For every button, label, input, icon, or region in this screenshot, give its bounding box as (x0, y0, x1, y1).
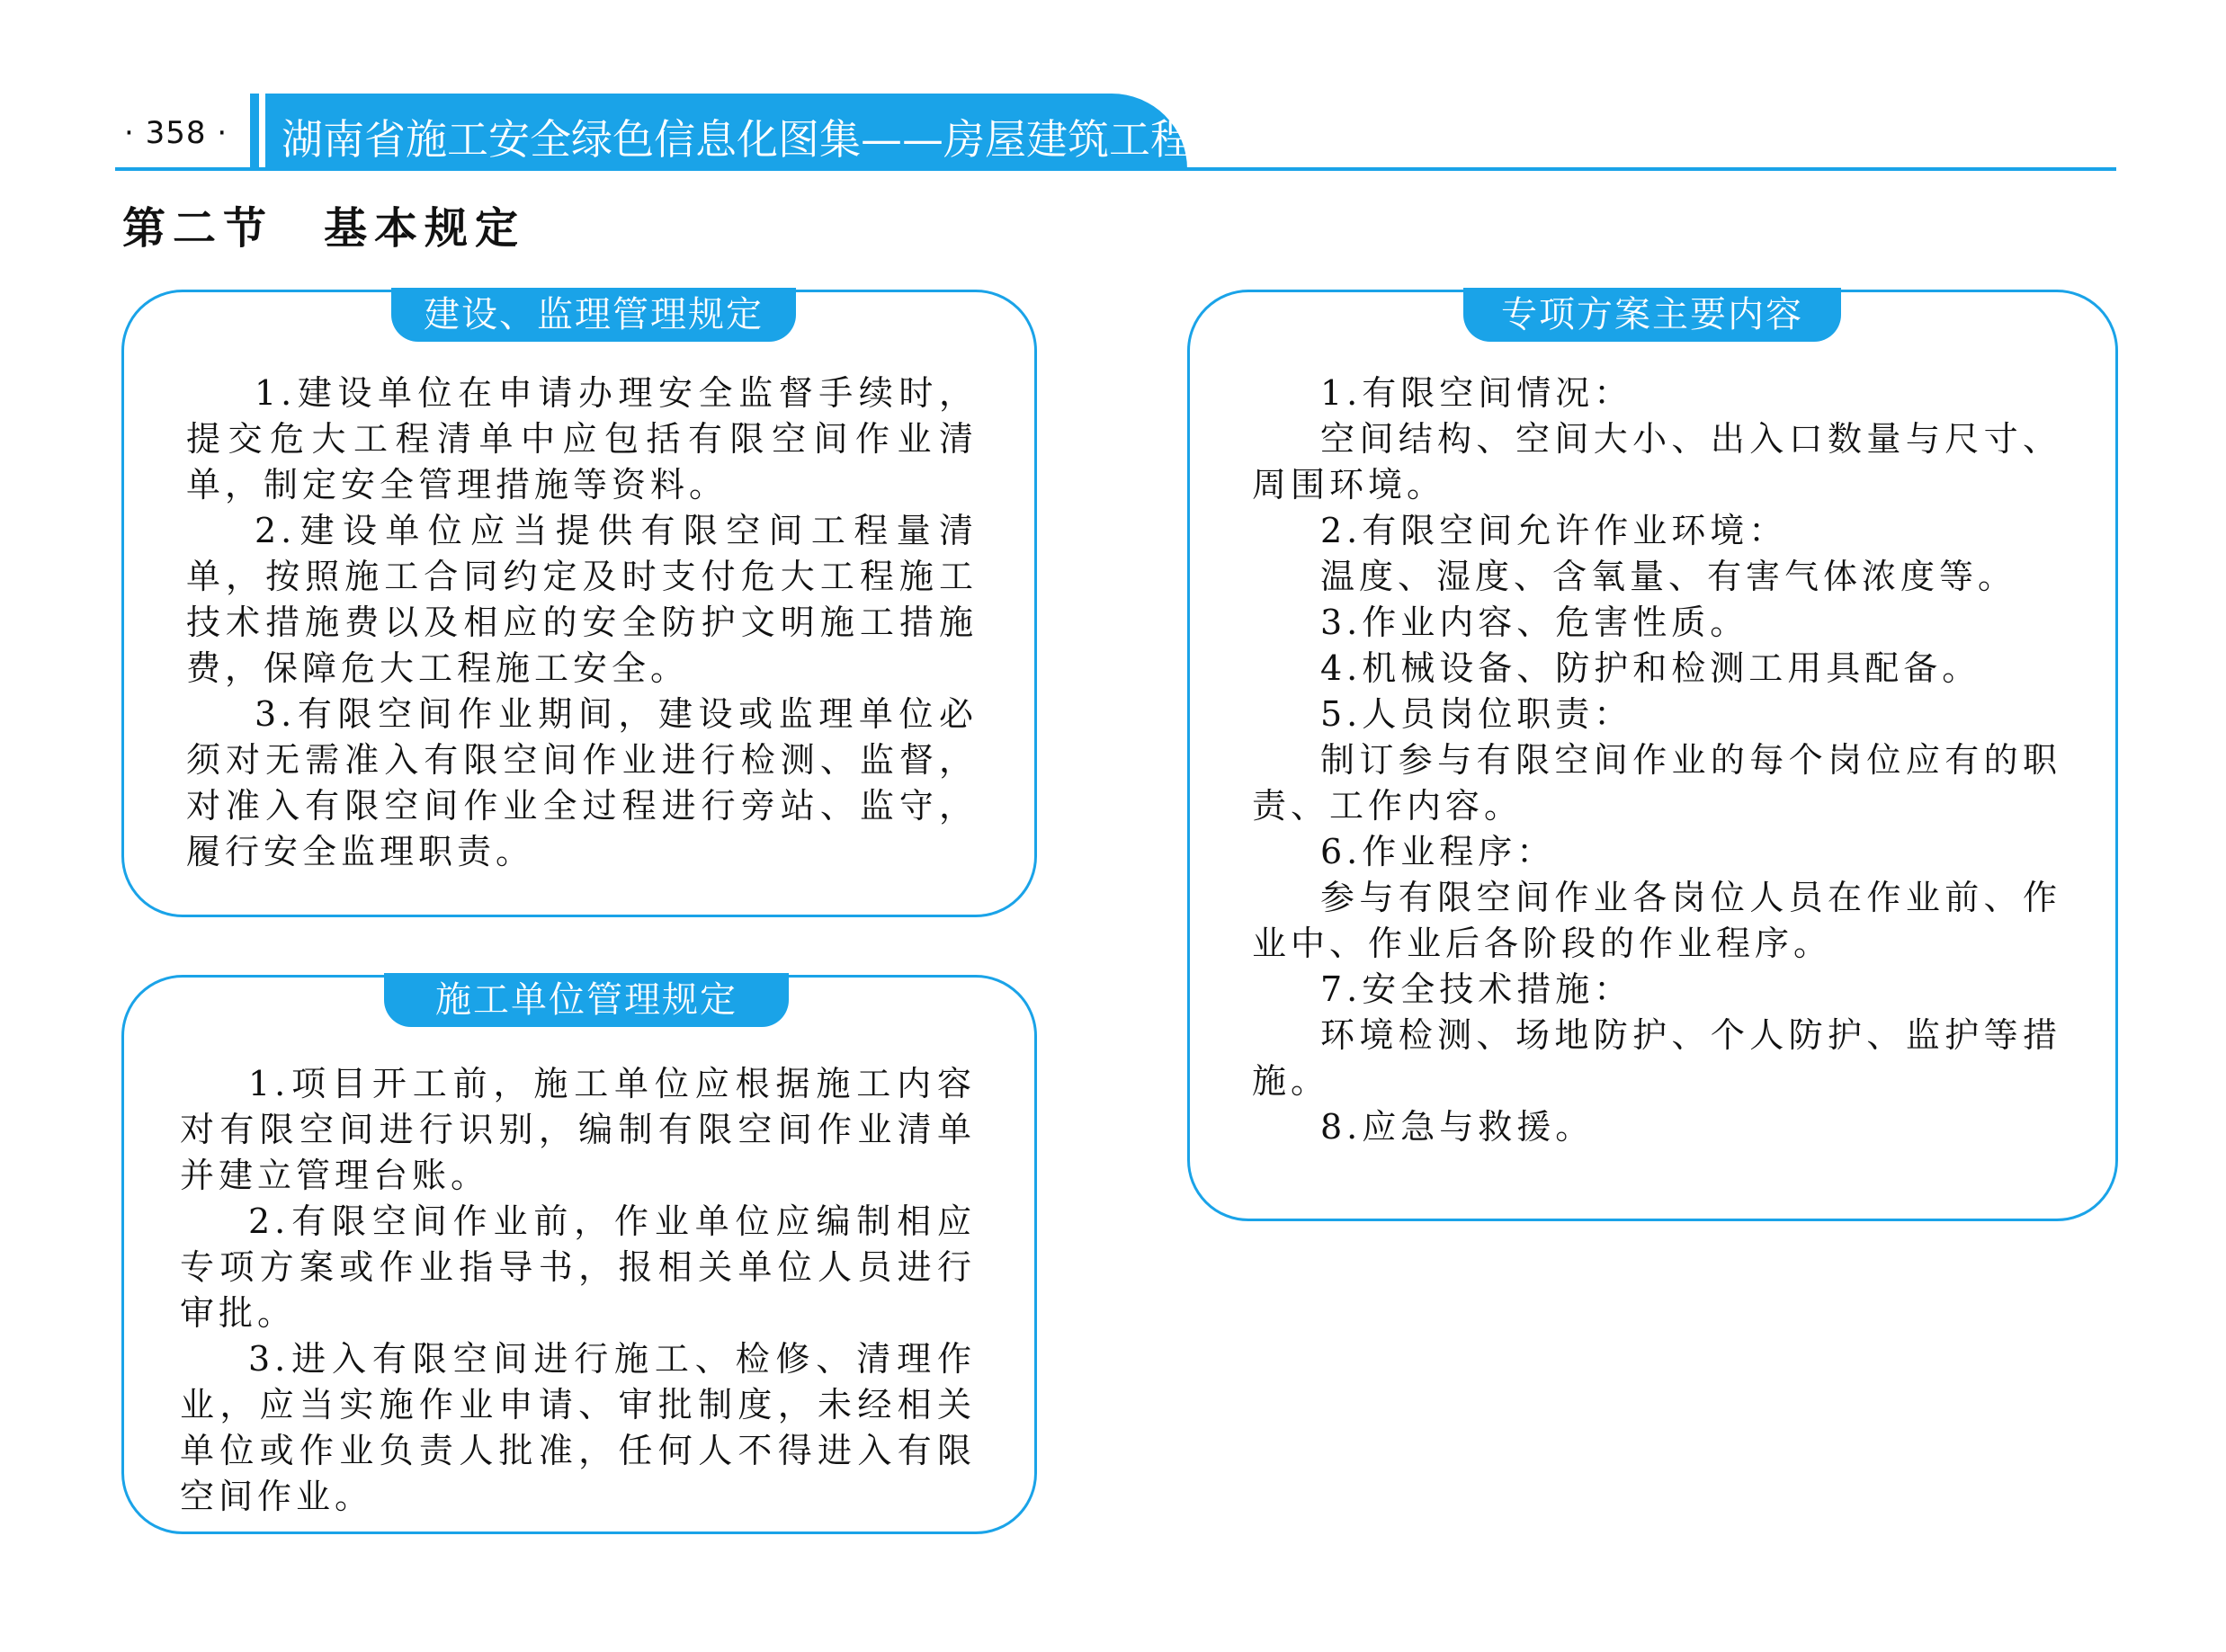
list-item-heading: 7.安全技术措施： (1320, 969, 1633, 1009)
list-item: 3.进入有限空间进行施工、检修、清理作业，应当实施作业申请、审批制度，未经相关单位或作业负责人批准，任何人不得进入有限空间作业。 (180, 1339, 976, 1516)
list-item: 1.建设单位在申请办理安全监督手续时，提交危大工程清单中应包括有限空间作业清单，制定安全管理措施等资料。 (186, 373, 978, 505)
list-item-heading: 8.应急与救援。 (1320, 1107, 1595, 1147)
list-item: 1.项目开工前，施工单位应根据施工内容对有限空间进行识别，编制有限空间作业清单并建立管理台账。 (180, 1064, 976, 1195)
book-title: 湖南省施工安全绿色信息化图集——房屋建筑工程 (282, 115, 1192, 164)
list-item-heading: 1.有限空间情况： (1320, 373, 1633, 413)
list-item-detail: 制订参与有限空间作业的每个岗位应有的职责、工作内容。 (1252, 740, 2061, 826)
card-tab-construction-supervision: 建设、监理管理规定 (391, 288, 796, 342)
list-item: 3.有限空间作业期间，建设或监理单位必须对无需准入有限空间作业进行检测、监督，对准入有限空间作业全过程进行旁站、监守，履行安全监理职责。 (186, 694, 978, 871)
list-item-heading: 4.机械设备、防护和检测工用具配备。 (1320, 648, 1981, 688)
header-banner (250, 94, 1192, 169)
list-item-heading: 2.有限空间允许作业环境： (1320, 511, 1788, 550)
list-item-heading: 6.作业程序： (1320, 832, 1556, 871)
list-item-detail: 参与有限空间作业各岗位人员在作业前、作业中、作业后各阶段的作业程序。 (1252, 878, 2061, 963)
list-item-detail: 环境检测、场地防护、个人防护、监护等措施。 (1252, 1015, 2061, 1101)
list-item-heading: 3.作业内容、危害性质。 (1320, 603, 1749, 642)
card-body-special-plan (1252, 371, 2061, 1150)
card-body-construction-supervision (186, 371, 978, 875)
list-item: 2.建设单位应当提供有限空间工程量清单，按照施工合同约定及时支付危大工程施工技术措施费以及相应的安全防护文明施工措施费，保障危大工程施工安全。 (186, 511, 978, 688)
header-banner-divider (259, 94, 265, 169)
card-tab-special-plan: 专项方案主要内容 (1463, 288, 1841, 342)
page-number: · 358 · (124, 115, 228, 151)
card-tab-contractor: 施工单位管理规定 (384, 973, 789, 1027)
list-item-detail: 空间结构、空间大小、出入口数量与尺寸、周围环境。 (1252, 419, 2061, 505)
list-item-detail: 温度、湿度、含氧量、有害气体浓度等。 (1320, 557, 2017, 596)
header-rule (115, 167, 2116, 171)
list-item: 2.有限空间作业前，作业单位应编制相应专项方案或作业指导书，报相关单位人员进行审批。 (180, 1201, 976, 1333)
list-item-heading: 5.人员岗位职责： (1320, 694, 1633, 734)
section-title: 第二节 基本规定 (122, 203, 526, 254)
card-body-contractor (180, 1061, 976, 1520)
